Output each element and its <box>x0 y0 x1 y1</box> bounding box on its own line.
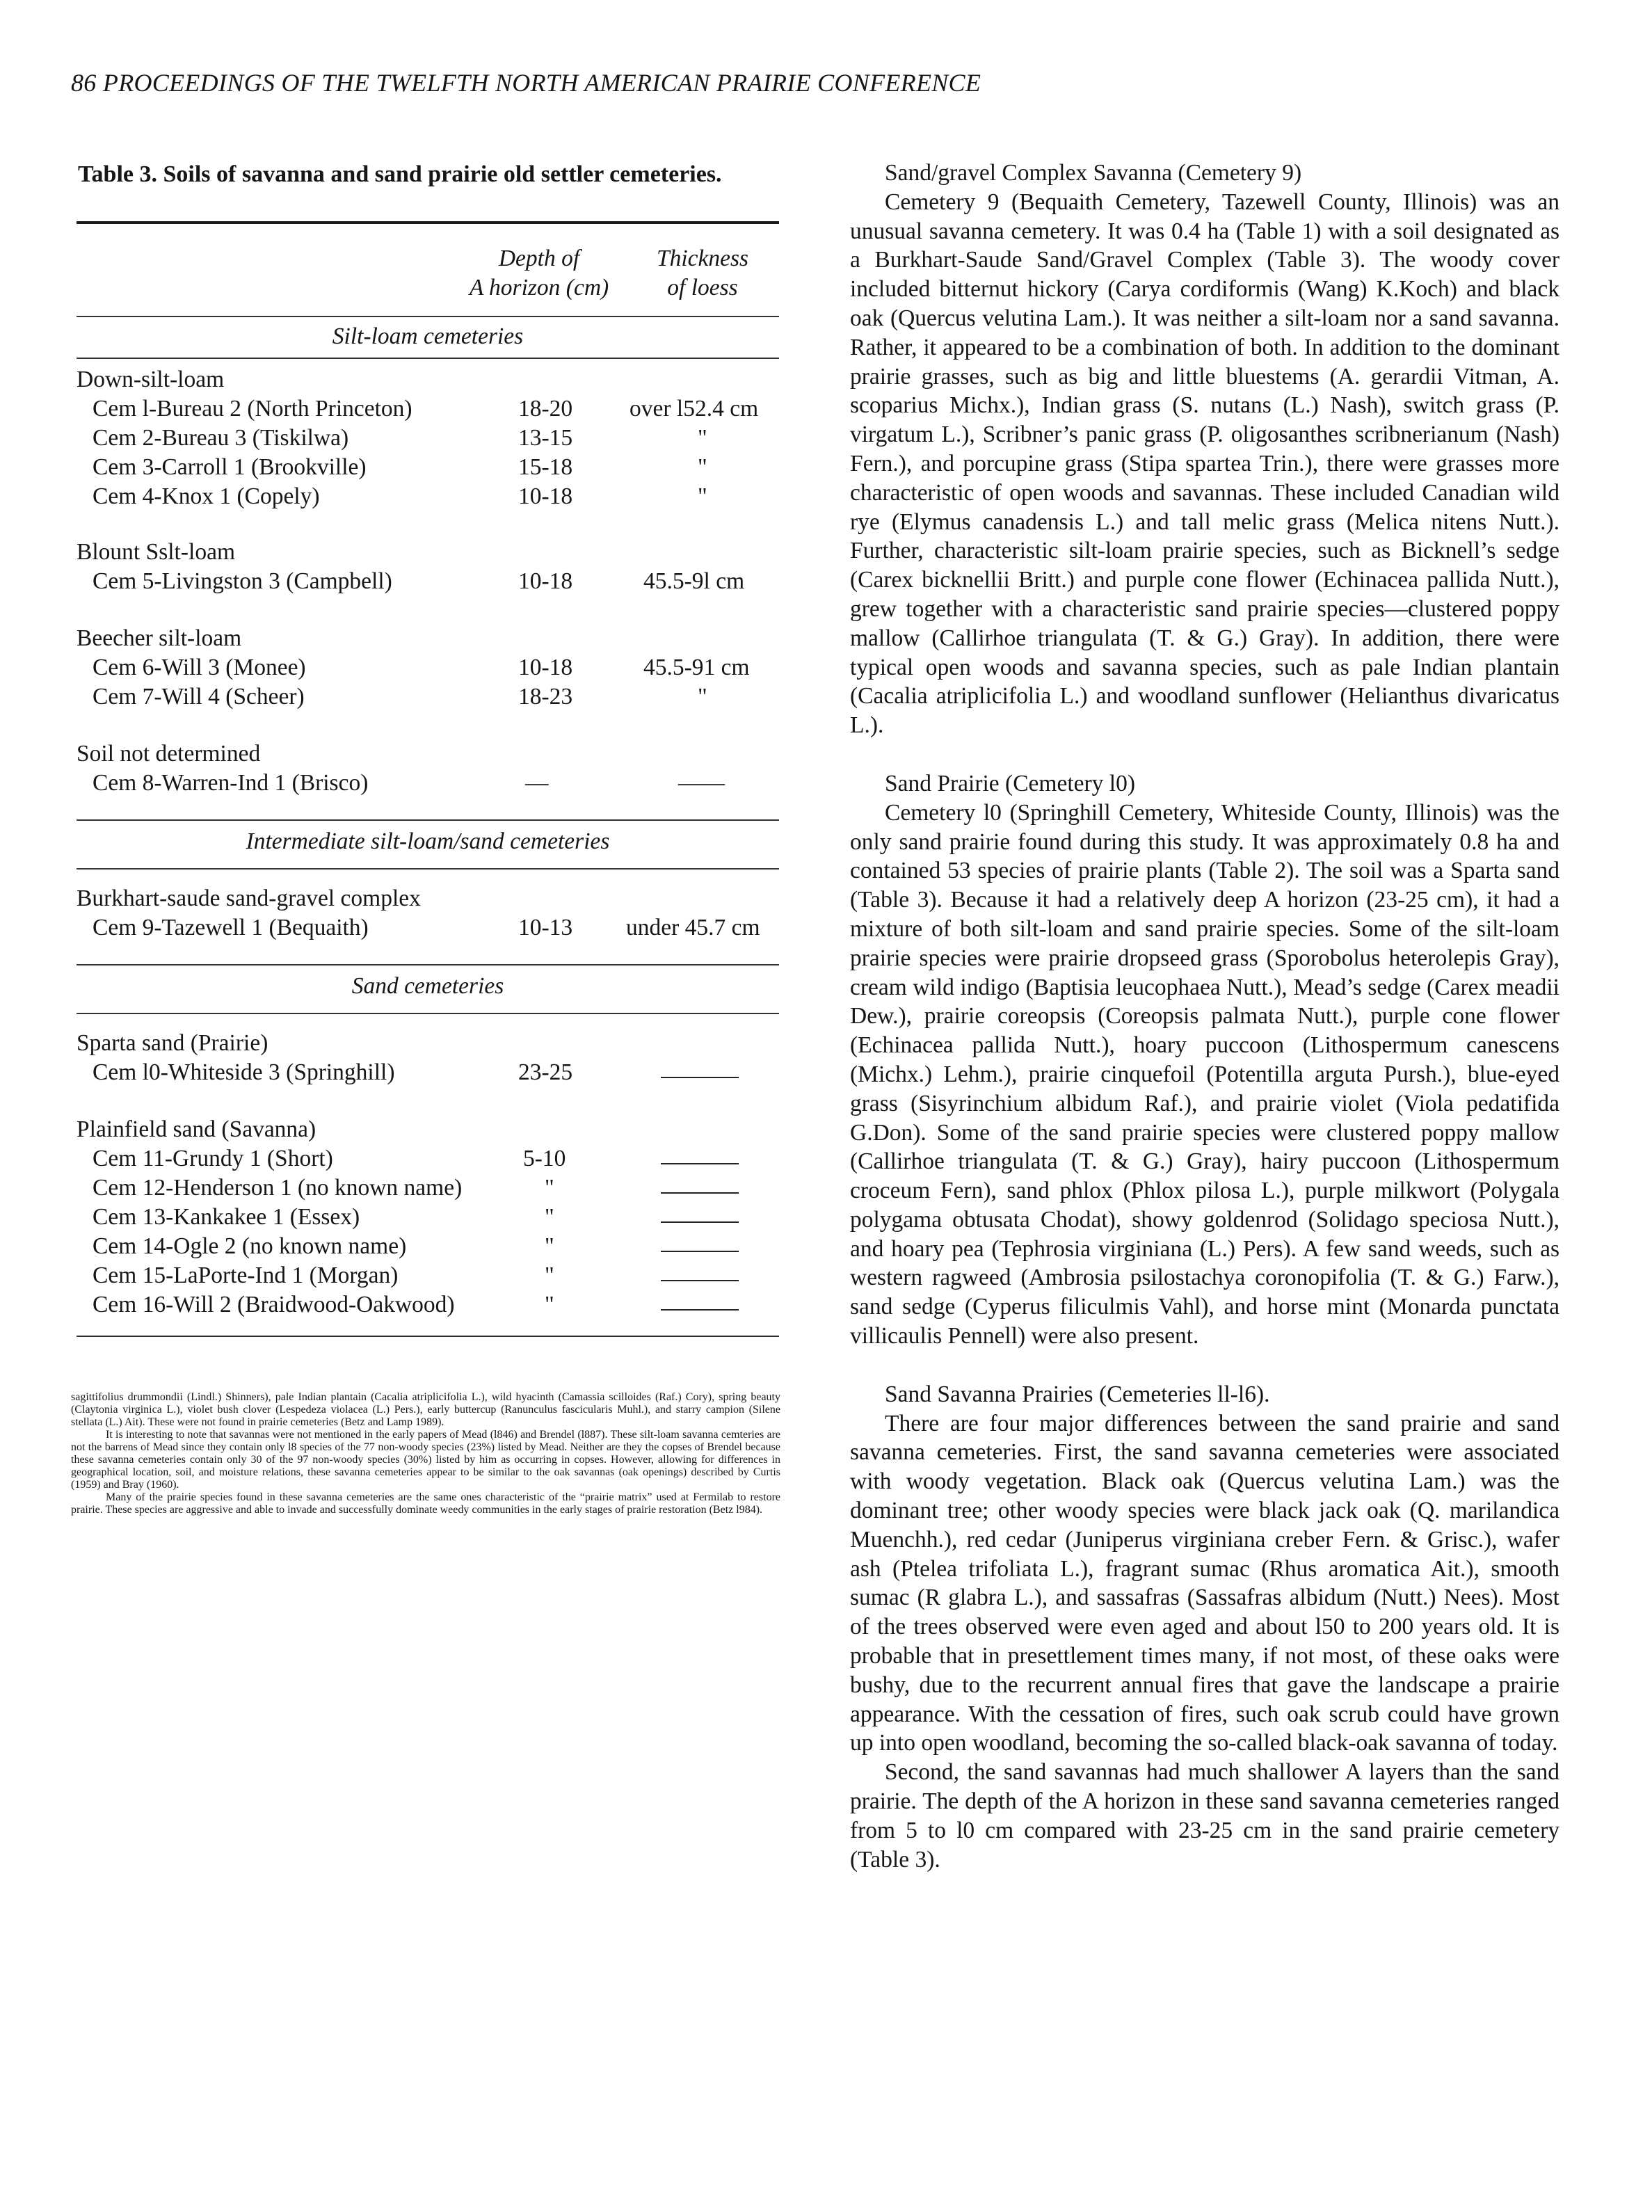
table-row-depth: 10-18 <box>518 568 573 594</box>
table-row-depth: 18-20 <box>518 396 573 422</box>
group-rule <box>77 1013 779 1014</box>
right-column-text <box>850 159 1559 1874</box>
table-row-depth: 23-25 <box>518 1059 573 1085</box>
table-row-label: Cem 4-Knox 1 (Copely) <box>93 483 320 509</box>
table-row-depth: 15-18 <box>518 454 573 480</box>
table-top-rule <box>77 221 779 224</box>
table-row-label: Cem 14-Ogle 2 (no known name) <box>93 1233 407 1259</box>
table-row-label: Cem 9-Tazewell 1 (Bequaith) <box>93 915 369 940</box>
body-paragraph: Many of the prairie species found in these savanna cemeteries are the same ones characteristic of the “prairie matrix” used at Fermilab to restore prairie. These species are aggressive and able to invade and successfully dominate weedy communities in the early stages of prairie restoration (Betz l984). <box>71 1491 780 1516</box>
left-column-text <box>71 1391 780 1516</box>
section-heading: Sand Savanna Prairies (Cemeteries ll-l6). <box>885 1381 1270 1407</box>
col-header-thickness-2: of loess <box>667 275 738 300</box>
table-row-label: Cem l0-Whiteside 3 (Springhill) <box>93 1059 395 1085</box>
table-row-depth: 18-23 <box>518 684 573 710</box>
table-row-depth: " <box>545 1292 554 1317</box>
table-row-heading: Sparta sand (Prairie) <box>77 1030 268 1056</box>
table-row-label: Cem 15-LaPorte-Ind 1 (Morgan) <box>93 1263 399 1288</box>
table-row-depth: 13-15 <box>518 425 573 451</box>
table-row-heading: Soil not determined <box>77 741 261 767</box>
body-paragraph: Cemetery 9 (Bequaith Cemetery, Tazewell County, Illinois) was an unusual savanna cemetery. It was 0.4 ha (Table 1) with a soil designated as a Burkhart-Saude Sand/Gravel Complex (Table 3). The woody cover included bitternut hickory (Carya cordiformis (Wang) K.Koch) and black oak (Quercus velutina Lam.). It was neither a silt-loam nor a sand savanna. Rather, it appeared to be a combination of both. In addition to the dominant prairie grasses, such as big and little bluestems (A. gerardii Vitman, A. scoparius Michx.), Indian grass (S. nutans (L.) Nash), switch grass (P. virgatum L.), Scribner’s panic grass (P. oligosanthes scribnerianum (Nash) Fern.), and porcupine grass (Stipa spartea Trin.), there were grasses more characteristic of open woods and savannas. These included Canadian wild rye (Elymus canadensis L.) and tall melic grass (Melica nitens Nutt.). Further, characteristic silt-loam prairie species, such as Bicknell’s sedge (Carex bicknellii Britt.) and purple cone flower (Echinacea pallida Nutt.), grew together with a characteristic sand prairie species—clustered poppy mallow (Callirhoe triangulata (T. & G.) Gray). In addition, there were typical open woods and savanna species, such as pale Indian plantain (Cacalia atriplicifolia L.) and woodland sunflower (Helianthus divaricatus L.). <box>850 189 1559 739</box>
table-row-label: Cem 11-Grundy 1 (Short) <box>93 1146 333 1171</box>
running-head: 86 PROCEEDINGS OF THE TWELFTH NORTH AMERICAN PRAIRIE CONFERENCE <box>71 69 981 97</box>
table-row-depth: 10-18 <box>518 655 573 680</box>
table-row-depth: 5-10 <box>523 1146 566 1171</box>
header-rule <box>77 316 779 317</box>
table-row-label: Cem 12-Henderson 1 (no known name) <box>93 1175 463 1201</box>
table-row-depth: " <box>545 1233 554 1259</box>
table-row-label: Cem 8-Warren-Ind 1 (Brisco) <box>93 770 369 796</box>
table-row-thickness: 45.5-91 cm <box>643 655 750 680</box>
table-row-thickness: " <box>698 454 707 480</box>
empty-cell-dash <box>661 1309 739 1311</box>
empty-cell-dash <box>661 1251 739 1252</box>
col-header-depth-1: Depth of <box>498 246 580 271</box>
group-rule <box>77 358 779 359</box>
section-heading: Sand Prairie (Cemetery l0) <box>885 770 1136 796</box>
table-row-thickness: " <box>698 483 707 509</box>
table-row-label: Cem 2-Bureau 3 (Tiskilwa) <box>93 425 349 451</box>
empty-cell-dash <box>661 1163 739 1164</box>
table-row-thickness: under 45.7 cm <box>626 915 760 940</box>
body-paragraph: It is interesting to note that savannas were not mentioned in the early papers of Mead (l846) and Brendel (l887). These silt-loam savanna cemteries are not the barrens of Mead since they contain only l8 species of the 77 non-woody species (23%) listed by Mead. Neither are they the copses of Brendel because these savanna cemeteries contain only 30 of the 97 non-woody species (30%) listed by him as occurring in copses. However, allowing for differences in geographical location, soil, and moisture relations, these savanna cemeteries appear to be similar to the oak savannas (oak openings) described by Curtis (1959) and Bray (1960). <box>71 1429 780 1491</box>
table-row-heading: Plainfield sand (Savanna) <box>77 1116 316 1142</box>
table-bottom-rule <box>77 1336 779 1337</box>
section-heading: Sand/gravel Complex Savanna (Cemetery 9) <box>885 160 1302 186</box>
group-silt-loam: Silt-loam cemeteries <box>332 323 524 349</box>
table-row-depth: " <box>545 1263 554 1288</box>
table-row-thickness: over l52.4 cm <box>629 396 759 422</box>
table-row-heading: Beecher silt-loam <box>77 625 242 651</box>
body-paragraph: Cemetery l0 (Springhill Cemetery, Whiteside County, Illinois) was the only sand prairie found during this study. It was approximately 0.8 ha and contained 53 species of prairie plants (Table 2). The soil was a Sparta sand (Table 3). Because it had a relatively deep A horizon (23-25 cm), it had a mixture of both silt-loam and sand prairie species. Some of the silt-loam prairie species were prairie dropseed grass (Sporobolus heterolepis Gray), cream wild indigo (Baptisia leucophaea Nutt.), Mead’s sedge (Carex meadii Dew.), prairie coreopsis (Coreopsis palmata Nutt.), purple cone flower (Echinacea pallida Nutt.), hoary puccoon (Lithospermum canescens (Michx.) Lehm.), prairie cinquefoil (Potentilla arguta Pursh.), blue-eyed grass (Sisyrinchium albidum Raf.), and prairie violet (Viola pedatifida G.Don). Some of the sand prairie species were clustered poppy mallow (Callirhoe triangulata (T. & G.) Gray), hairy puccoon (Lithospermum croceum Fern), sand phlox (Phlox pilosa L.), purple milkwort (Polygala polygama obtusata Chodat), showy goldenrod (Solidago speciosa Nutt.), and hoary pea (Tephrosia virginiana (L.) Pers). A few sand weeds, such as western ragweed (Ambrosia psilostachya coronopifolia (T. & G.) Farw.), sand sedge (Cyperus filiculmis Vahl), and horse mint (Monarda punctata villicaulis Pennell) were also present. <box>850 799 1559 1349</box>
table-row-depth: " <box>545 1175 554 1201</box>
table-row-thickness: " <box>698 425 707 451</box>
group-intermediate: Intermediate silt-loam/sand cemeteries <box>246 828 610 854</box>
table-row-thickness: 45.5-9l cm <box>643 568 745 594</box>
body-paragraph: There are four major differences between the sand prairie and sand savanna cemeteries. First, the sand savanna cemeteries were associated with woody vegetation. Black oak (Quercus velutina Lam.) was the dominant tree; other woody species were black jack oak (Q. marilandica Muenchh.), red cedar (Juniperus virginiana creber Fern. & Grisc.), wafer ash (Ptelea trifoliata L.), fragrant sumac (Rhus aromatica Ait.), smooth sumac (R glabra L.), and sassafras (Sassafras albidum (Nutt.) Nees). Most of the trees observed were even aged and about l50 to 200 years old. It is probable that in presettlement times many, if not most, of these oaks were bushy, due to the recurrent annual fires that gave the landscape a prairie appearance. With the cessation of fires, such oak scrub could have grown up into open woodland, becoming the so-called black-oak savanna of today. <box>850 1410 1559 1756</box>
table-row-label: Cem 3-Carroll 1 (Brookville) <box>93 454 367 480</box>
table-row-label: Cem 13-Kankakee 1 (Essex) <box>93 1204 360 1230</box>
body-paragraph: sagittifolius drummondii (Lindl.) Shinners), pale Indian plantain (Cacalia atriplicifolia L.), wild hyacinth (Camassia scilloides (Raf.) Cory), spring beauty (Claytonia virginica L.), violet bush clover (Lespedeza violacea (L.) Pers.), early buttercup (Ranunculus fascicularis Muhl.), and starry campion (Silene stellata (L.) Ait). These were not found in prairie cemeteries (Betz and Lamp 1989). <box>71 1391 780 1428</box>
table-row-label: Cem 5-Livingston 3 (Campbell) <box>93 568 392 594</box>
group-rule <box>77 868 779 869</box>
col-header-thickness-1: Thickness <box>656 246 749 271</box>
empty-cell-dash <box>661 1221 739 1223</box>
table-row-depth: 10-13 <box>518 915 573 940</box>
table-row-heading: Down-silt-loam <box>77 367 225 392</box>
empty-cell-dash <box>661 1077 739 1078</box>
group-rule <box>77 964 779 965</box>
group-sand: Sand cemeteries <box>351 973 504 999</box>
table-row-heading: Burkhart-saude sand-gravel complex <box>77 885 421 911</box>
table-row-thickness: —— <box>678 770 725 796</box>
empty-cell-dash <box>661 1192 739 1194</box>
table-row-label: Cem 7-Will 4 (Scheer) <box>93 684 305 710</box>
table-caption: Table 3. Soils of savanna and sand prairie old settler cemeteries. <box>78 161 722 187</box>
body-paragraph: Second, the sand savannas had much shallower A layers than the sand prairie. The depth of the A horizon in these sand savanna cemeteries ranged from 5 to l0 cm compared with 23-25 cm in the sand prairie cemetery (Table 3). <box>850 1759 1559 1873</box>
table-row-label: Cem 6-Will 3 (Monee) <box>93 655 306 680</box>
empty-cell-dash <box>661 1280 739 1281</box>
table-row-label: Cem l-Bureau 2 (North Princeton) <box>93 396 412 422</box>
table-row-depth: " <box>545 1204 554 1230</box>
group-rule <box>77 819 779 821</box>
table-row-heading: Blount Sslt-loam <box>77 539 236 565</box>
table-row-label: Cem 16-Will 2 (Braidwood-Oakwood) <box>93 1292 455 1317</box>
table-row-depth: — <box>525 770 549 796</box>
table-row-depth: 10-18 <box>518 483 573 509</box>
table-row-thickness: " <box>698 684 707 710</box>
col-header-depth-2: A horizon (cm) <box>469 275 609 300</box>
